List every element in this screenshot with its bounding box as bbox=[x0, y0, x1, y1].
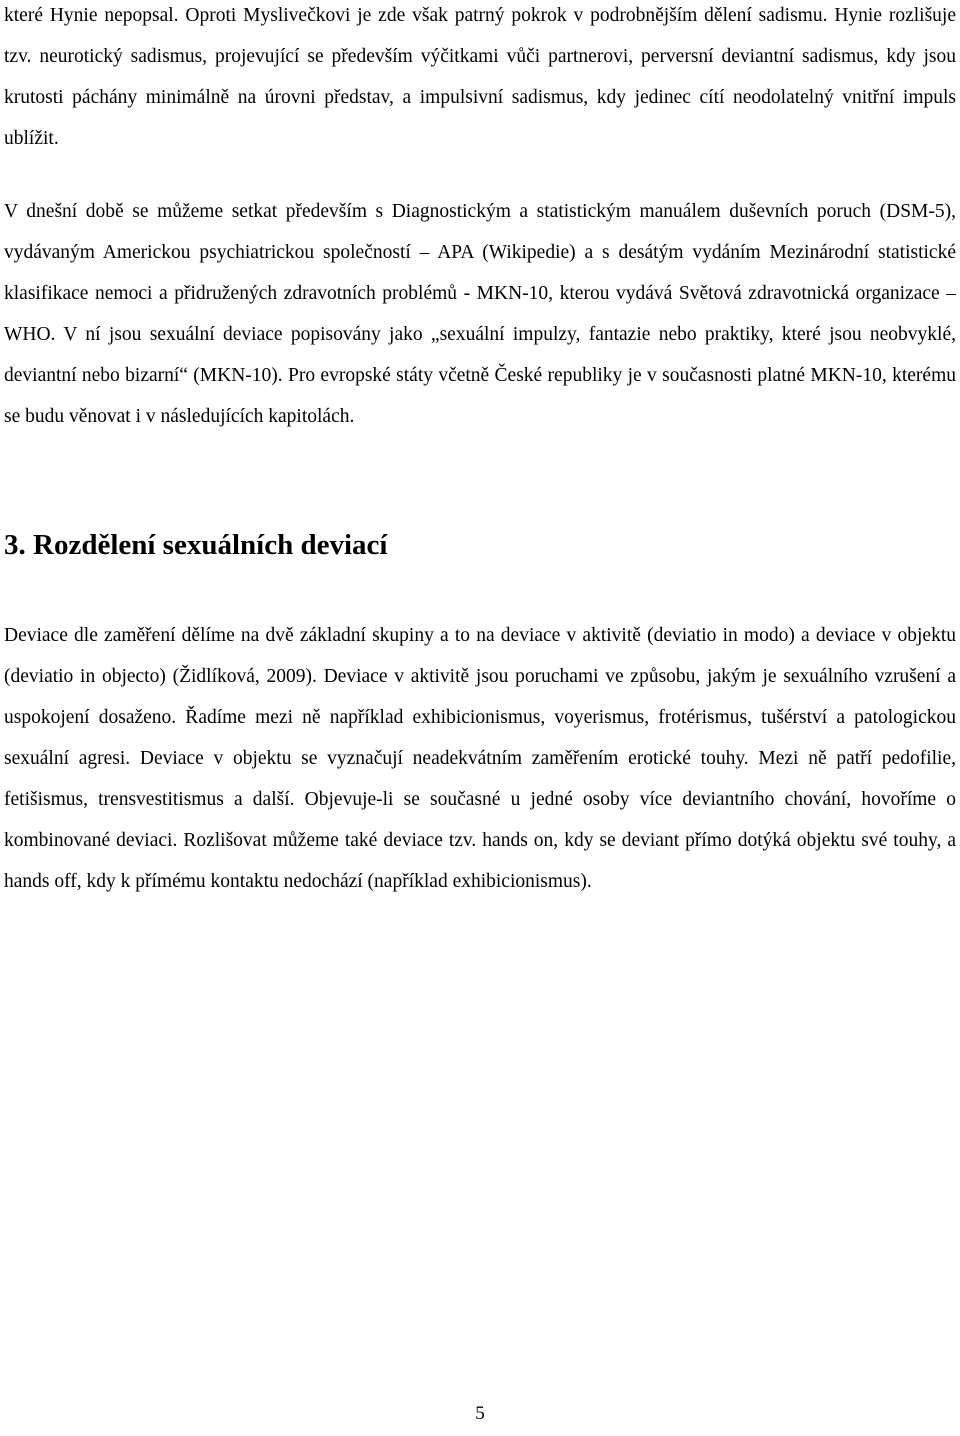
body-paragraph: Deviace dle zaměření dělíme na dvě základní skupiny a to na deviace v aktivitě (deviatio in modo) a deviace v objektu (deviatio in objecto) (Židlíková, 2009). Deviace v aktivitě jsou poruchami ve způsobu, jakým je sexuálního vzrušení a uspokojení dosaženo. Řadíme mezi ně například exhibicionismus, voyerismus, frotérismus, tušérství a patologickou sexuální agresi. Deviace v objektu se vyznačují neadekvátním zaměřením erotické touhy. Mezi ně patří pedofilie, fetišismus, trensvestitismus a další. Objevuje-li se současné u jedné osoby více deviantního chování, hovoříme o kombinované deviaci. Rozlišovat můžeme také deviace tzv. hands on, kdy se deviant přímo dotýká objektu své touhy, a hands off, kdy k přímému kontaktu nedochází (například exhibicionismus). bbox=[4, 625, 956, 892]
body-paragraph: V dnešní době se můžeme setkat především s Diagnostickým a statistickým manuálem duševních poruch (DSM-5), vydávaným Americkou psychiatrickou společností – APA (Wikipedie) a s desátým vydáním Mezinárodní statistické klasifikace nemoci a přidružených zdravotních problémů - MKN-10, kterou vydává Světová zdravotnická organizace – WHO. V ní jsou sexuální deviace popisovány jako „sexuální impulzy, fantazie nebo praktiky, které jsou neobvyklé, deviantní nebo bizarní“ (MKN-10). Pro evropské státy včetně České republiky je v současnosti platné MKN-10, kterému se budu věnovat i v následujících kapitolách. bbox=[4, 201, 956, 427]
page-number: 5 bbox=[475, 1403, 485, 1424]
body-paragraph: které Hynie nepopsal. Oproti Myslivečkovi je zde však patrný pokrok v podrobnějším dělení sadismu. Hynie rozlišuje tzv. neurotický sadismus, projevující se především výčitkami vůči partnerovi, perversní deviantní sadismus, kdy jsou krutosti páchány minimálně na úrovni představ, a impulsivní sadismus, kdy jedinec cítí neodolatelný vnitřní impuls ublížit. bbox=[4, 5, 956, 149]
section-heading: 3. Rozdělení sexuálních deviací bbox=[4, 529, 388, 561]
document-page bbox=[4, 0, 956, 902]
